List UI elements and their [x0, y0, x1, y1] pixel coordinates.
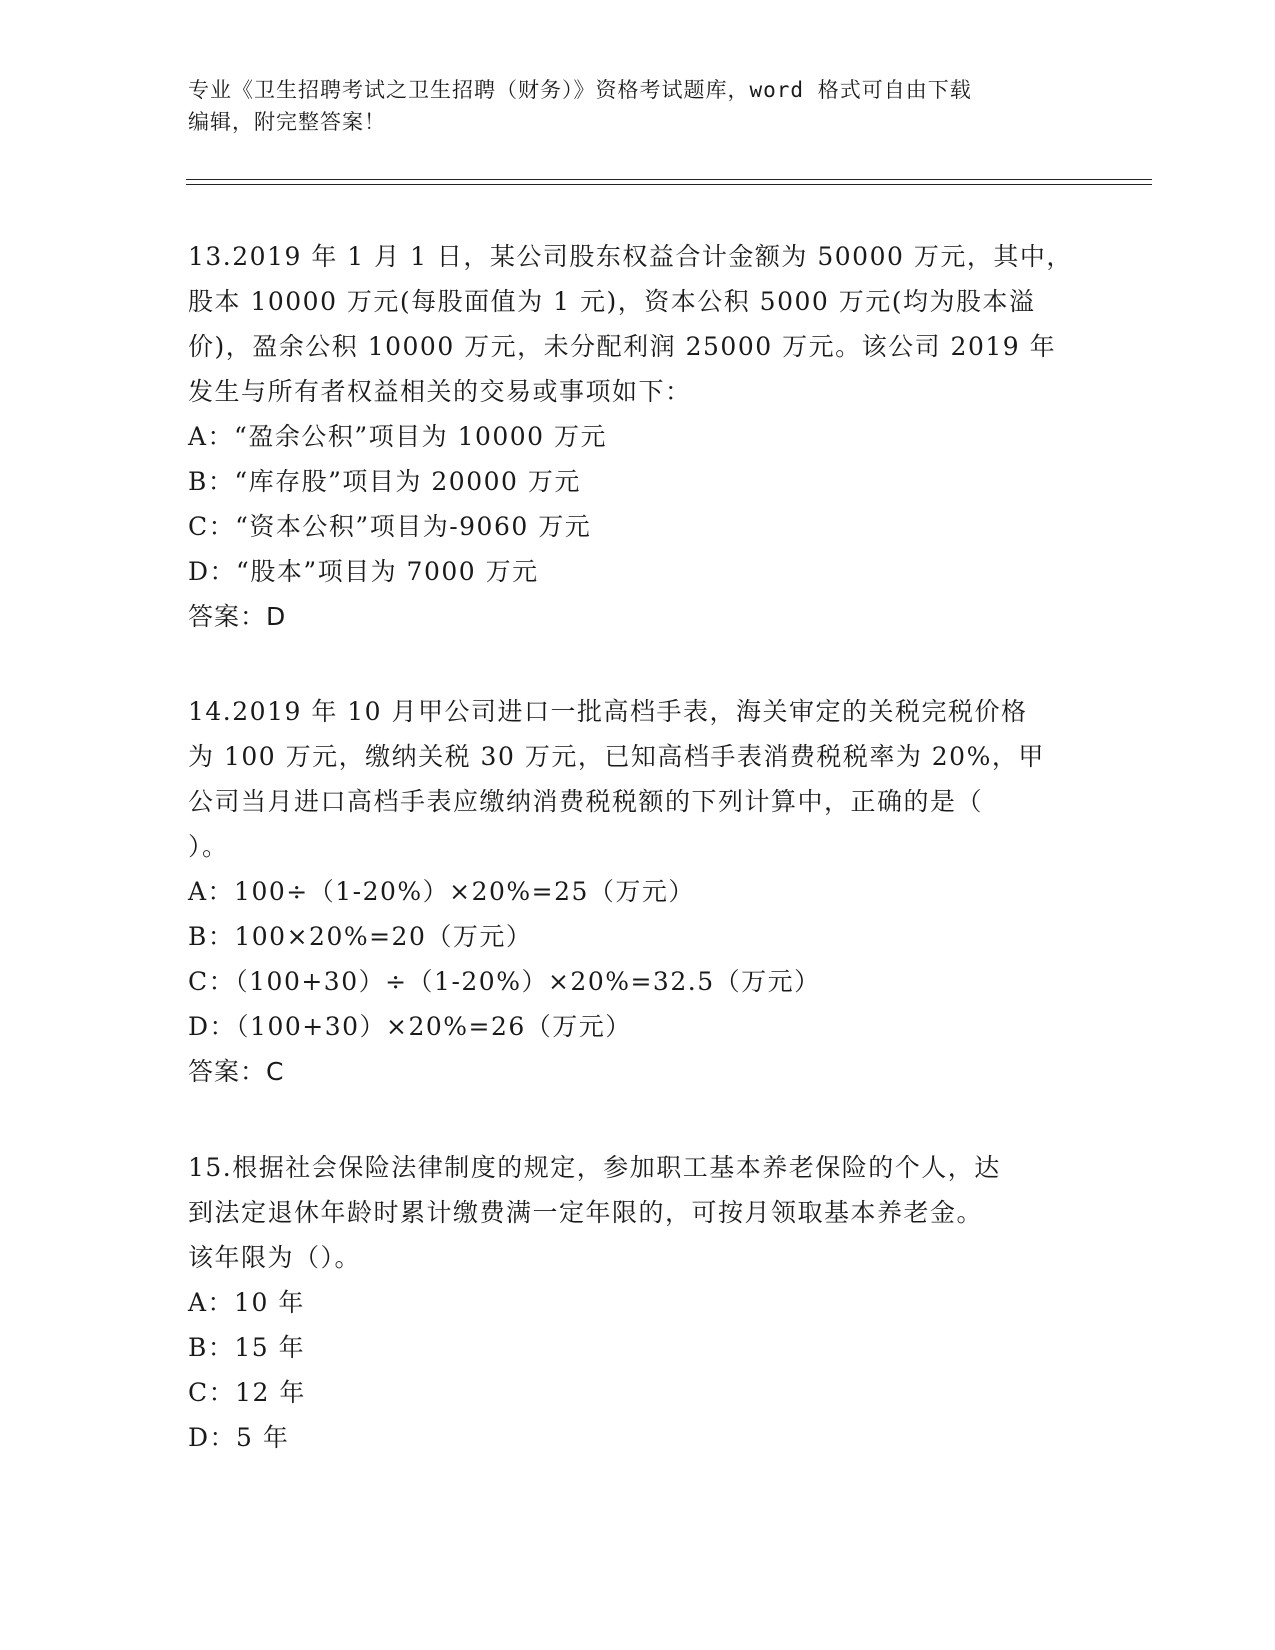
option-d: D：“股本”项目为 7000 万元: [188, 557, 539, 586]
option-c: C：12 年: [188, 1378, 306, 1407]
option-b: B：“库存股”项目为 20000 万元: [188, 467, 581, 496]
header-line: 专业《卫生招聘考试之卫生招聘（财务）》资格考试题库，word 格式可自由下载: [188, 78, 972, 102]
option-c: C：（100+30）÷（1-20%）×20%=32.5（万元）: [188, 967, 821, 996]
option-b: B：15 年: [188, 1333, 306, 1362]
question-stem-line: 发生与所有者权益相关的交易或事项如下：: [188, 377, 692, 406]
document-header: [188, 74, 1088, 138]
header-divider: [186, 179, 1152, 180]
question-stem-line: 为 100 万元，缴纳关税 30 万元，已知高档手表消费税税率为 20%，甲: [188, 742, 1045, 771]
question-stem-line: 公司当月进口高档手表应缴纳消费税税额的下列计算中，正确的是（: [188, 787, 984, 816]
option-a: A：“盈余公积”项目为 10000 万元: [188, 422, 608, 451]
option-d: D：（100+30）×20%=26（万元）: [188, 1012, 632, 1041]
question-stem-line: 到法定退休年龄时累计缴费满一定年限的，可按月领取基本养老金。: [188, 1198, 984, 1227]
question-stem-line: 14.2019 年 10 月甲公司进口一批高档手表，海关审定的关税完税价格: [188, 697, 1028, 726]
answer: 答案：C: [188, 1057, 285, 1086]
question-13: [188, 234, 1088, 639]
question-stem-line: 价)，盈余公积 10000 万元，未分配利润 25000 万元。该公司 2019 年: [188, 332, 1057, 361]
answer: 答案：D: [188, 602, 287, 631]
question-stem-line: 股本 10000 万元(每股面值为 1 元)，资本公积 5000 万元(均为股本溢: [188, 287, 1036, 316]
header-line: 编辑，附完整答案！: [188, 110, 386, 134]
option-d: D：5 年: [188, 1423, 290, 1452]
question-stem-line: 15.根据社会保险法律制度的规定，参加职工基本养老保险的个人，达: [188, 1153, 1001, 1182]
option-c: C：“资本公积”项目为-9060 万元: [188, 512, 592, 541]
header-divider: [186, 184, 1152, 185]
option-a: A：100÷（1-20%）×20%=25（万元）: [188, 877, 695, 906]
option-b: B：100×20%=20（万元）: [188, 922, 533, 951]
option-a: A：10 年: [188, 1288, 305, 1317]
question-stem-line: 13.2019 年 1 月 1 日，某公司股东权益合计金额为 50000 万元，其中，: [188, 242, 1073, 271]
question-stem-line: ）。: [188, 832, 229, 861]
question-15: [188, 1145, 1088, 1460]
question-14: [188, 689, 1088, 1094]
question-stem-line: 该年限为（）。: [188, 1243, 362, 1272]
